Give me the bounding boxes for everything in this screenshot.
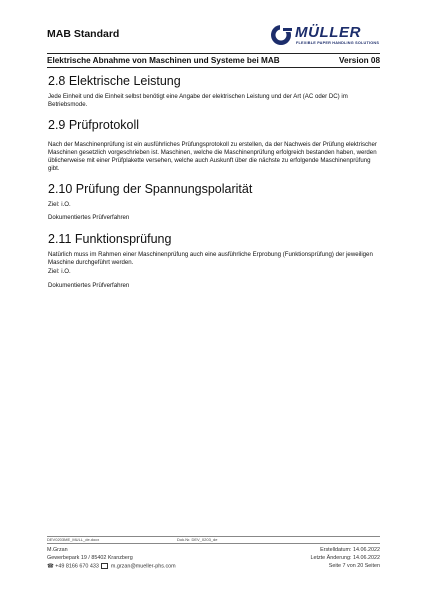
section-heading: 2.8 Elektrische Leistung bbox=[48, 74, 181, 88]
footer-changed: Letzte Änderung: 14.06.2022 bbox=[310, 555, 380, 561]
header-title: MAB Standard bbox=[47, 28, 120, 40]
footer-created: Erstelldatum: 14.06.2022 bbox=[320, 547, 380, 553]
body-paragraph: Natürlich muss im Rahmen einer Maschinenprüfung auch eine ausführliche Erprobung (Funktionsprüfung) der jeweiligen Maschine durchgeführt werden. bbox=[48, 251, 373, 266]
footer-doc-ref: Dok.Nr. DEV_0203_de bbox=[177, 537, 218, 542]
phone-icon: ☎ bbox=[47, 563, 54, 570]
logo-mark-icon bbox=[270, 24, 292, 46]
footer-file-ref: DEV0203ME_MULL_de.docx bbox=[47, 537, 100, 542]
footer-rule bbox=[47, 543, 380, 544]
footer-page: Seite 7 von 20 Seiten bbox=[328, 563, 380, 569]
section-heading: 2.9 Prüfprotokoll bbox=[48, 118, 140, 132]
body-paragraph: Dokumentiertes Prüfverfahren bbox=[48, 214, 130, 221]
body-paragraph: Nach der Maschinenprüfung ist ein ausführliches Prüfungsprotokoll zu erstellen, da der Nachweis der Prüfung elektrischer Maschinen gesetzlich vorgeschrieben ist. Maschinen, welche die Maschinenprüfung erfolgreich bestanden haben, werden üblicherweise mit einer Prüfplakette versehen, welche auch Auskunft über die nächste zu erfolgende Maschinenprüfung gibt. bbox=[48, 141, 377, 172]
header-version: Version 08 bbox=[339, 56, 380, 65]
body-paragraph: Jede Einheit und die Einheit selbst benötigt eine Angabe der elektrischen Leistung und der Art (AC oder DC) im Betriebsmode. bbox=[48, 93, 348, 108]
section-heading: 2.11 Funktionsprüfung bbox=[48, 232, 172, 246]
footer-author: M.Grzan bbox=[47, 547, 68, 553]
body-paragraph: Ziel: i.O. bbox=[48, 268, 71, 275]
body-paragraph: Dokumentiertes Prüfverfahren bbox=[48, 282, 130, 289]
header-subtitle: Elektrische Abnahme von Maschinen und Systeme bei MAB bbox=[47, 56, 280, 65]
company-logo bbox=[270, 24, 382, 50]
footer-email[interactable]: m.grzan@mueller-phs.com bbox=[110, 563, 176, 570]
body-paragraph: Ziel: i.O. bbox=[48, 201, 71, 208]
section-heading: 2.10 Prüfung der Spannungspolarität bbox=[48, 182, 253, 196]
footer-address: Gewerbepark 19 / 85402 Kranzberg bbox=[47, 555, 133, 561]
logo-tagline: FLEXIBLE PAPER HANDLING SOLUTIONS bbox=[296, 41, 380, 45]
fax-icon bbox=[101, 563, 108, 569]
logo-name: MÜLLER bbox=[295, 24, 362, 41]
subheader-rule bbox=[47, 67, 380, 68]
footer-phone: +49 8166 670 433 bbox=[55, 563, 99, 570]
header-rule bbox=[47, 53, 380, 54]
footer-contact bbox=[47, 563, 176, 569]
